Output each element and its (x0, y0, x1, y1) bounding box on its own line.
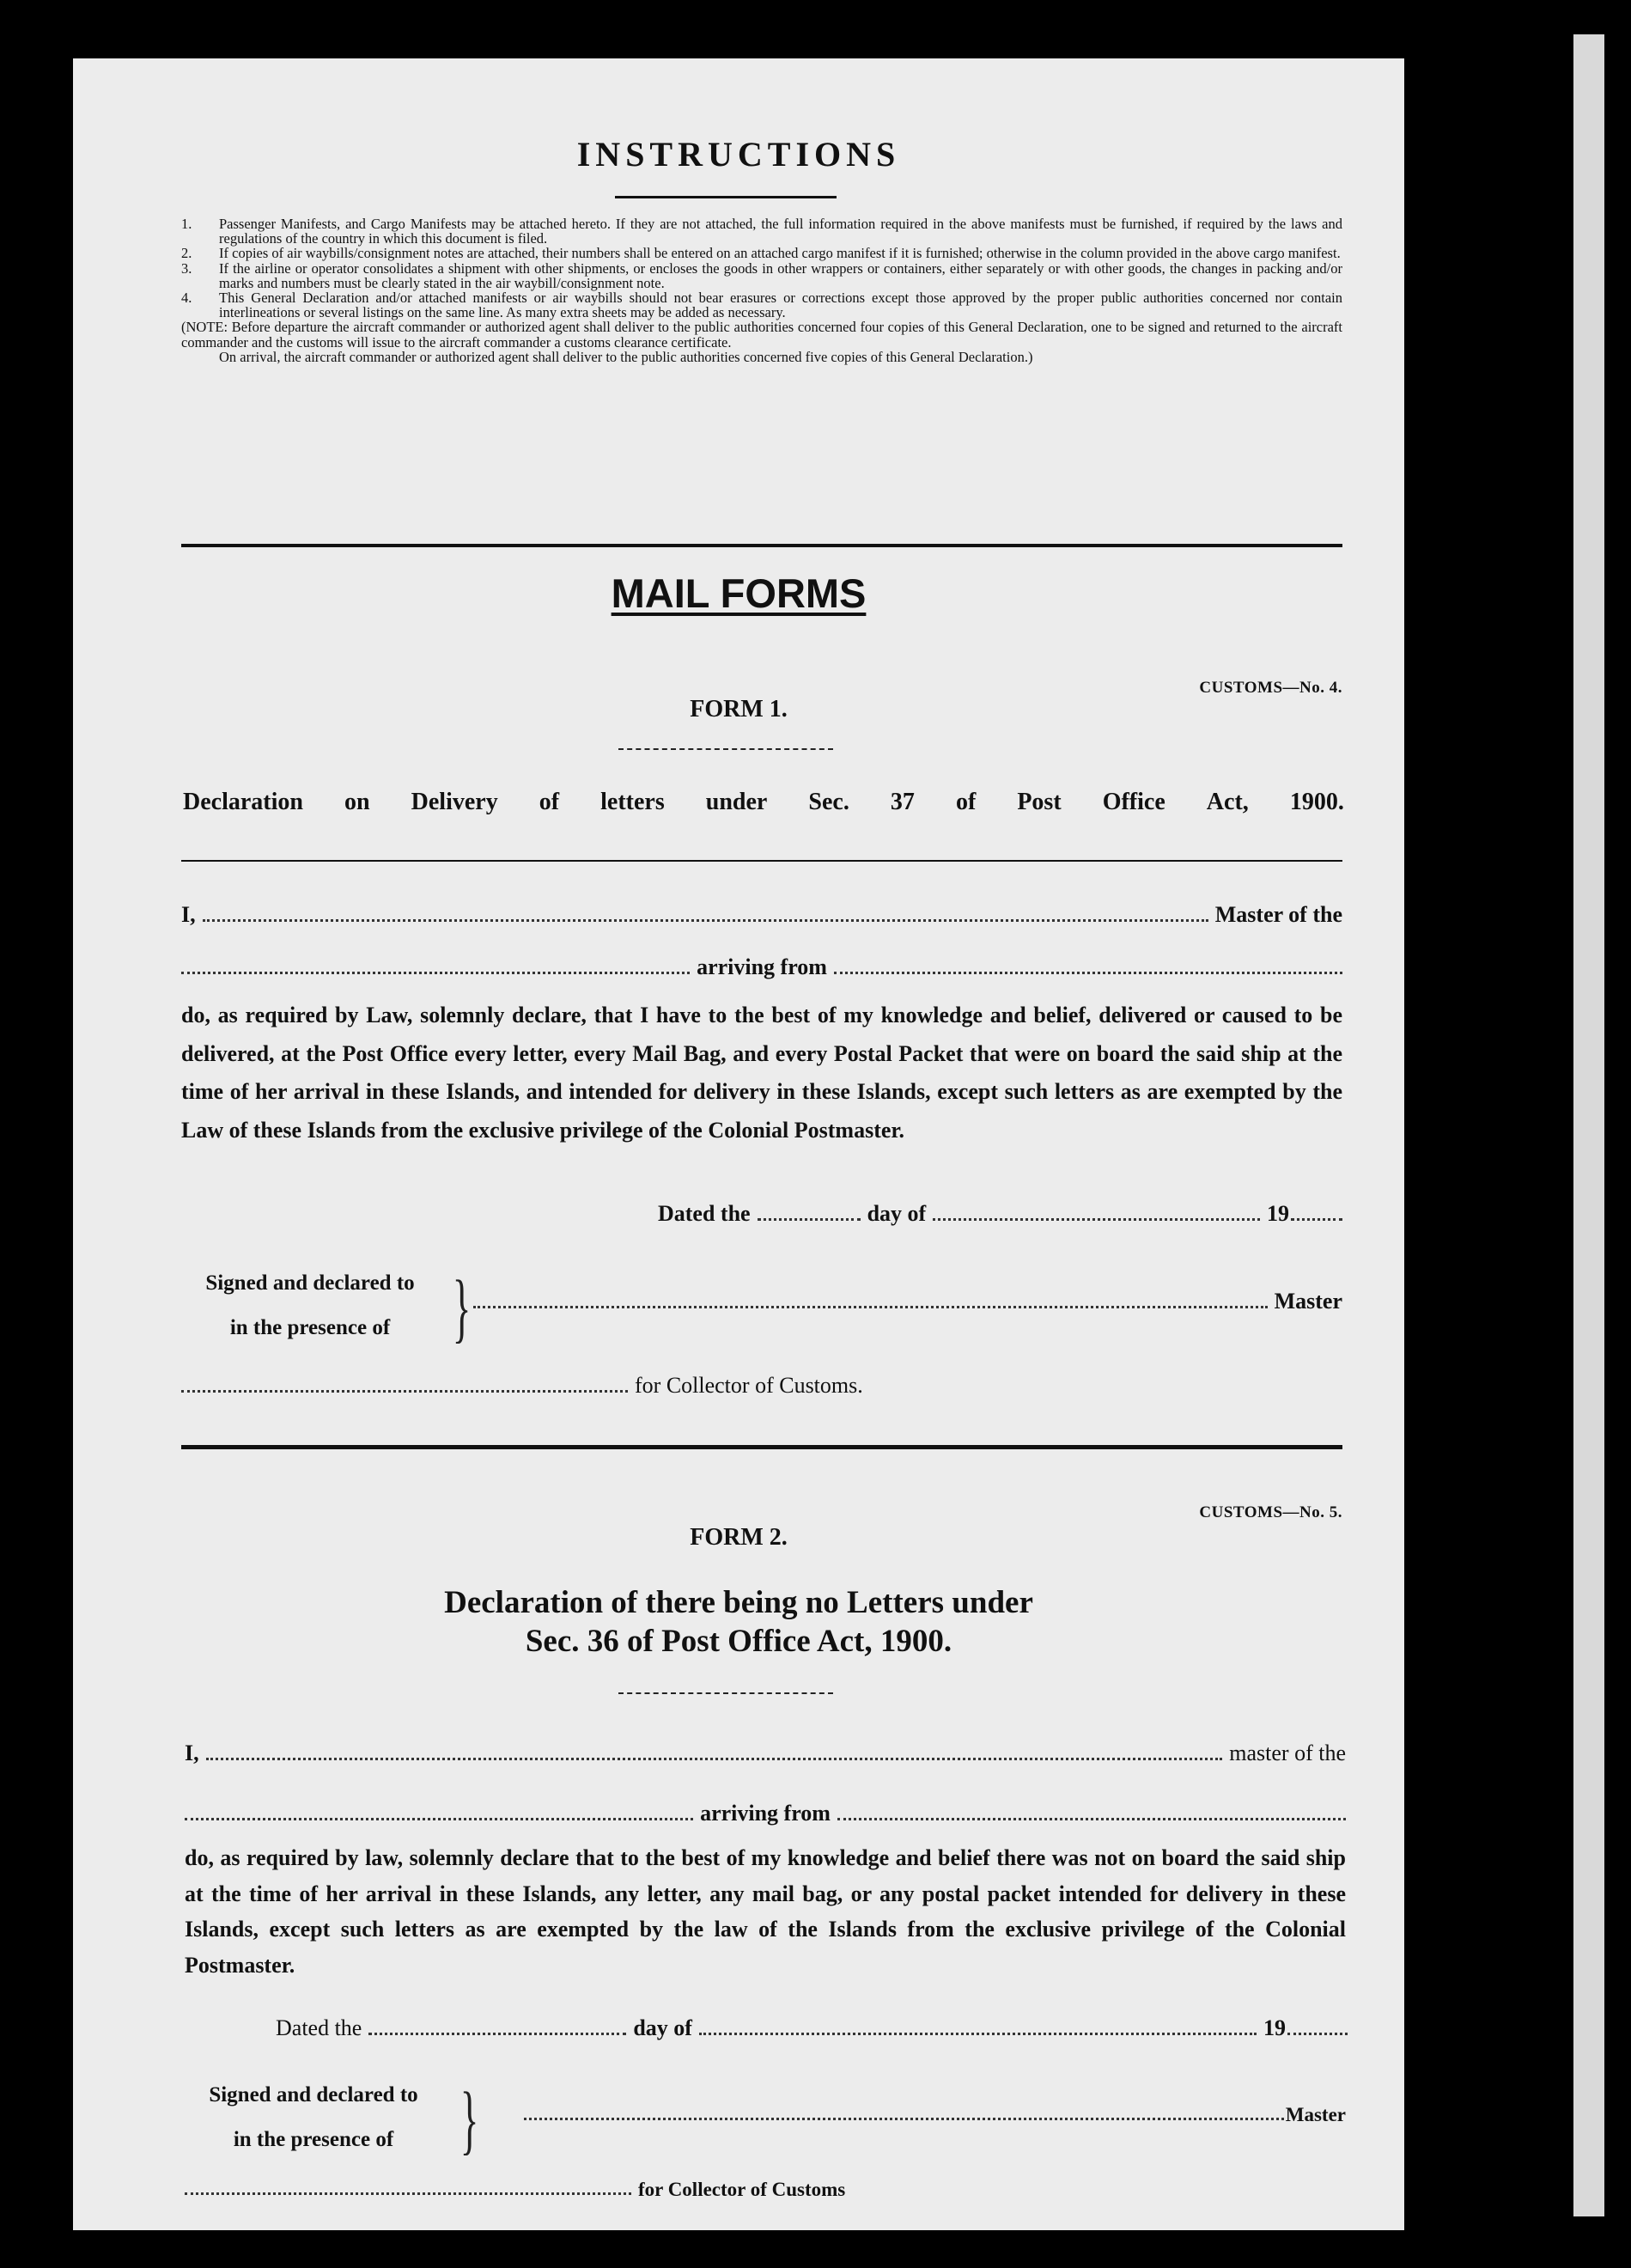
decl-word: Act, (1206, 789, 1249, 815)
decl-word: of (539, 789, 560, 815)
form2-master-label: Master (1285, 2104, 1346, 2125)
form1-collector-line (181, 1373, 997, 1399)
instructions-title: INSTRUCTIONS (576, 135, 901, 174)
form2-signature-block (185, 2073, 1346, 2167)
form1-day-field[interactable] (758, 1218, 861, 1221)
form2-master-signature-field[interactable] (524, 2118, 1284, 2120)
form1-i-label: I, (181, 902, 196, 927)
decl-word: Declaration (183, 789, 303, 815)
form2-origin-port-field[interactable] (837, 1818, 1346, 1820)
decl-word: of (955, 789, 977, 815)
form1-ship-line (181, 954, 1342, 980)
form2-collector-label: for Collector of Customs (638, 2179, 846, 2200)
form1-declaration-paragraph: do, as required by Law, solemnly declare, that I have to the best of my knowledge and belief, delivered or caused to be delivered, at the Post Office every letter, every Mail Bag, and every Postal Packet that were on board the said ship at the time of her arrival in these Islands, and intended for delivery in these Islands, except such letters as are exempted by the Law of these Islands from the exclusive privilege of the Colonial Postmaster. (181, 1003, 1342, 1143)
adjacent-page-strip (1573, 34, 1604, 2216)
instruction-item (181, 216, 1342, 246)
form1-collector-label: for Collector of Customs. (635, 1373, 863, 1398)
decl-word: 37 (890, 789, 915, 815)
form2-master-of-label: master of the (1229, 1741, 1346, 1765)
form1-master-label: Master (1274, 1289, 1342, 1314)
instruction-item (181, 261, 1342, 290)
instruction-text: If copies of air waybills/consignment notes are attached, their numbers shall be entered on an attached cargo manifest if it is furnished; otherwise in the column provided in the above cargo manifest. (219, 245, 1341, 262)
decl-word: on (344, 789, 370, 815)
form2-brace: } (459, 2077, 479, 2162)
instruction-text: If the airline or operator consolidates a shipment with other shipments, or encloses the goods in other wrappers or containers, either separately or with other goods, the changes in packing and/or marks and numbers must be clearly stated in the air waybill/consignment note. (219, 259, 1342, 291)
form2-day-field[interactable] (368, 2033, 626, 2035)
form2-ship-name-field[interactable] (185, 1818, 693, 1820)
form2-title-line2: Sec. 36 of Post Office Act, 1900. (525, 1624, 952, 1659)
note-first-paragraph: (NOTE: Before departure the aircraft commander or authorized agent shall deliver to the public authorities concerned four copies of this General Declaration, one to be signed and returned to the aircraft commander and the customs will issue to the aircraft commander a customs clearance certificate. (181, 319, 1342, 351)
form2-label: FORM 2. (690, 1524, 788, 1551)
form1-master-signature-field[interactable] (473, 1306, 1268, 1308)
form2-master-name-field[interactable] (206, 1758, 1223, 1760)
decl-word: Sec. (808, 789, 849, 815)
form1-arriving-from-label: arriving from (697, 954, 827, 979)
form2-declaration-paragraph: do, as required by law, solemnly declare that to the best of my knowledge and belief there was not on board the said ship at the time of her arrival in these Islands, any letter, any mail bag, or any postal packet intended for delivery in these Islands, except such letters as are exempted by the law of the Islands from the exclusive privilege of the Colonial Postmaster. (185, 1845, 1346, 1978)
instructions-note (181, 320, 1342, 364)
form1-day-of-label: day of (867, 1201, 927, 1226)
form2-year-prefix: 19 (1263, 2015, 1286, 2040)
master-name-field[interactable] (203, 919, 1208, 922)
instruction-text: This General Declaration and/or attached manifests or air waybills should not bear erasures or corrections except those approved by the proper public authorities concerned nor contain interlineations or several listings on the same line. As many extra sheets may be added as necessary. (219, 290, 1342, 321)
form1-label: FORM 1. (690, 696, 788, 722)
instructions-title-rule (615, 196, 837, 198)
instruction-number: 3. (181, 259, 192, 277)
decl-word: Post (1017, 789, 1062, 815)
form1-signed-declared-label: Signed and declared to (205, 1271, 415, 1295)
decl-word: Office (1102, 789, 1165, 815)
ship-name-field[interactable] (181, 972, 690, 974)
note-second-paragraph: On arrival, the aircraft commander or authorized agent shall deliver to the public authorities concerned five copies of this General Declaration.) (219, 348, 1033, 365)
form2-title-rule (618, 1692, 833, 1694)
form1-customs-number: CUSTOMS—No. 4. (1199, 679, 1342, 697)
instruction-number: 4. (181, 290, 192, 307)
instruction-number: 2. (181, 245, 192, 262)
form2-dated-the-label: Dated the (276, 2015, 362, 2040)
form1-master-of-label: Master of the (1214, 902, 1342, 927)
form1-label-rule (618, 748, 833, 750)
decl-word: Delivery (411, 789, 498, 815)
document-page (73, 58, 1404, 2230)
instruction-item (181, 290, 1342, 320)
form2-signed-declared-label: Signed and declared to (209, 2083, 418, 2106)
form1-collector-signature-field[interactable] (181, 1390, 628, 1393)
form1-brace: } (452, 1265, 472, 1350)
form1-title-rule (181, 860, 1342, 862)
form1-year-field[interactable] (1291, 1218, 1342, 1221)
form2-ship-line (185, 1801, 1346, 1826)
form2-master-line (185, 1741, 1346, 1766)
form2-collector-signature-field[interactable] (185, 2192, 631, 2195)
mail-forms-title: MAIL FORMS (611, 570, 867, 616)
form2-arriving-from-label: arriving from (700, 1801, 831, 1826)
form2-title (73, 1583, 1404, 1661)
decl-word: under (705, 789, 768, 815)
form1-master-signature-line (473, 1289, 1342, 1314)
instruction-text: Passenger Manifests, and Cargo Manifests may be attached hereto. If they are not attached, the full information required in the above manifests must be furnished, if required by the laws and regulations of the country in which this document is filed. (219, 216, 1342, 247)
form2-year-field[interactable] (1287, 2033, 1348, 2035)
form1-presence-label: in the presence of (229, 1316, 391, 1339)
form2-collector-line (185, 2179, 1001, 2201)
decl-word: 1900. (1289, 789, 1344, 815)
form2-month-field[interactable] (699, 2033, 1257, 2035)
instruction-number: 1. (181, 216, 192, 232)
form2-dated-line (276, 2015, 1348, 2041)
form1-dated-the-label: Dated the (658, 1201, 751, 1226)
decl-word: letters (600, 789, 665, 815)
form2-i-label: I, (185, 1741, 199, 1765)
instructions-body (181, 216, 1342, 364)
form1-year-prefix: 19 (1267, 1201, 1289, 1226)
form2-master-signature-line (524, 2104, 1346, 2126)
form1-signature-block (181, 1261, 1342, 1356)
form1-month-field[interactable] (933, 1218, 1260, 1221)
form1-master-line (181, 902, 1342, 928)
form2-title-line1: Declaration of there being no Letters under (444, 1585, 1033, 1620)
instruction-item (181, 246, 1342, 260)
form2-presence-label: in the presence of (233, 2128, 394, 2151)
section-divider-top (181, 544, 1342, 547)
origin-port-field[interactable] (834, 972, 1342, 974)
form1-dated-line (658, 1201, 1342, 1227)
form1-declaration-title (183, 789, 1344, 816)
form2-day-of-label: day of (633, 2015, 692, 2040)
section-divider-middle (181, 1445, 1342, 1449)
form2-customs-number: CUSTOMS—No. 5. (1199, 1503, 1342, 1521)
